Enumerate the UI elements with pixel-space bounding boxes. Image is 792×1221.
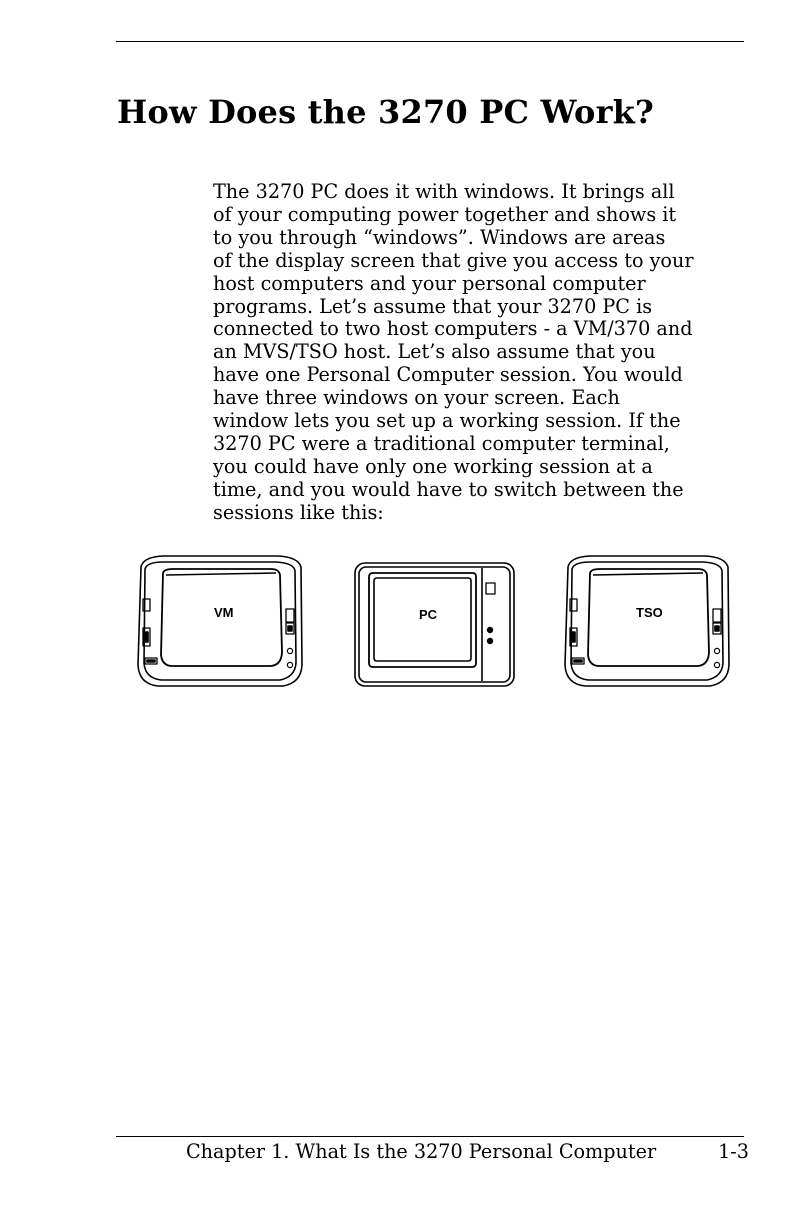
body-line: The 3270 PC does it with windows. It brings all <box>213 180 675 203</box>
pc-monitor-icon <box>345 553 515 691</box>
footer-rule <box>116 1136 744 1137</box>
body-line: 3270 PC were a traditional computer terminal, <box>213 431 670 455</box>
crt-terminal-icon <box>133 553 303 691</box>
body-line: of the display screen that give you access to your <box>213 248 694 272</box>
tso-screen-label: TSO <box>636 605 663 620</box>
body-line: time, and you would have to switch between the <box>213 477 684 501</box>
body-line: have three windows on your screen. Each <box>213 386 620 410</box>
body-line: to you through “windows”. Windows are areas <box>213 225 666 249</box>
body-line: have one Personal Computer session. You would <box>213 363 683 387</box>
tso-terminal-illustration <box>560 553 730 691</box>
body-paragraph <box>213 181 753 525</box>
page-footer <box>186 1140 749 1170</box>
body-line: programs. Let’s assume that your 3270 PC is <box>213 294 653 318</box>
body-line: sessions like this: <box>213 500 384 524</box>
page-number: 1-3 <box>718 1140 749 1163</box>
vm-terminal-illustration <box>133 553 303 691</box>
body-line: of your computing power together and shows it <box>213 202 677 226</box>
body-line: connected to two host computers - a VM/370 and <box>213 317 693 341</box>
body-line: window lets you set up a working session. If the <box>213 409 681 433</box>
header-rule <box>116 41 744 42</box>
footer-chapter-title: Chapter 1. What Is the 3270 Personal Computer <box>186 1140 657 1163</box>
body-line: you could have only one working session at a <box>213 454 653 478</box>
vm-screen-label: VM <box>214 605 234 620</box>
page-title: How Does the 3270 PC Work? <box>117 93 654 131</box>
body-line: host computers and your personal computer <box>213 271 646 295</box>
pc-monitor-illustration <box>345 553 515 691</box>
crt-terminal-icon <box>560 553 730 691</box>
pc-screen-label: PC <box>419 607 438 622</box>
body-line: an MVS/TSO host. Let’s also assume that you <box>213 340 656 364</box>
